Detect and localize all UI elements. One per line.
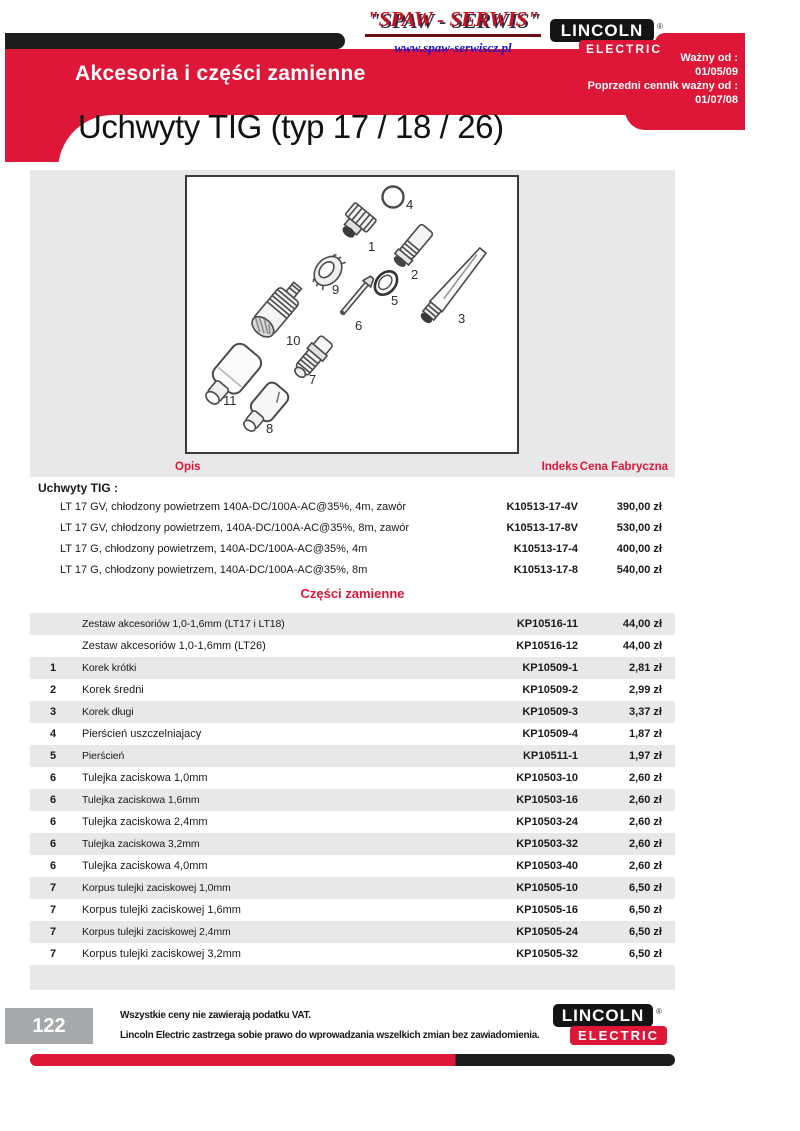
exploded-view-drawing [187,177,517,452]
row-description: Tulejka zaciskowa 3,2mm [82,838,200,850]
previous-pricelist-label: Poprzedni cennik ważny od : [587,80,738,92]
row-part-number: 6 [49,838,57,850]
row-part-number: 7 [49,948,57,960]
row-index: KP10505-32 [516,948,578,960]
spares-table [30,613,675,965]
table-row [30,811,675,833]
row-index: KP10505-24 [516,926,578,938]
row-description: Korek długi [82,706,134,718]
row-index: K10513-17-8 [513,564,578,576]
row-index: KP10503-24 [516,816,578,828]
row-price: 390,00 zł [616,501,662,513]
row-part-number: 6 [49,772,57,784]
supplier-url-link[interactable]: www.spaw-serwiscz.pl [394,40,512,55]
row-description: Pierścień uszczelniajacy [82,728,202,740]
row-index: KP10505-16 [516,904,578,916]
part-medium-cap [390,223,434,271]
part-label-3: 3 [458,311,466,326]
lincoln-logo-top: LINCOLN [550,19,654,42]
table-row [30,701,675,723]
row-index: KP10503-40 [516,860,578,872]
table-row [30,943,675,965]
row-description: Pierścień [82,750,125,762]
table-row [30,518,675,539]
validity-red-box-extension [625,110,745,130]
row-part-number: 7 [49,926,57,938]
row-description: LT 17 GV, chłodzony powietrzem 140A-DC/100A-AC@35%, 4m, zawór [60,501,407,513]
table-row [30,679,675,701]
table-row [30,657,675,679]
row-index: KP10503-32 [516,838,578,850]
table-row [30,635,675,657]
row-price: 2,60 zł [628,794,662,806]
part-label-11: 11 [223,393,237,408]
row-price: 6,50 zł [628,926,662,938]
electric-logo-footer: ELECTRIC [570,1026,667,1045]
page-number-box: 122 [5,1008,93,1044]
valid-from-label: Ważny od : [680,52,738,64]
section-title: Akcesoria i części zamienne [75,62,366,85]
supplier-name: "SPAW - SERWIS" [365,7,541,37]
table-row [30,745,675,767]
row-description: Korek średni [82,684,144,696]
row-description: Korpus tulejki zaciskowej 1,6mm [82,904,241,916]
row-description: Zestaw akcesoriów 1,0-1,6mm (LT26) [82,640,266,652]
row-description: Tulejka zaciskowa 1,6mm [82,794,200,806]
table-row [30,560,675,581]
part-label-5: 5 [391,293,399,308]
row-index: KP10509-1 [522,662,578,674]
part-long-cap [418,245,489,326]
row-description: Tulejka zaciskowa 2,4mm [82,816,208,828]
table-row [30,539,675,560]
top-black-bar [5,33,345,49]
row-description: Korpus tulejki zaciskowej 3,2mm [82,948,241,960]
row-index: K10513-17-4V [506,501,578,513]
table-row [30,723,675,745]
row-index: KP10511-1 [522,750,578,762]
row-part-number: 2 [49,684,57,696]
part-label-10: 10 [286,333,301,348]
group-title-czesci-zamienne: Części zamienne [300,586,405,601]
part-label-6: 6 [355,318,363,333]
row-part-number: 6 [49,794,57,806]
row-price: 6,50 zł [628,904,662,916]
table-row [30,877,675,899]
row-index: K10513-17-8V [506,522,578,534]
row-description: Korek krótki [82,662,137,674]
row-index: KP10503-16 [516,794,578,806]
supplier-logo [362,7,544,56]
row-description: Korpus tulejki zaciskowej 1,0mm [82,882,231,894]
row-description: Zestaw akcesoriów 1,0-1,6mm (LT17 i LT18) [82,618,285,630]
row-index: KP10503-10 [516,772,578,784]
row-description: Tulejka zaciskowa 1,0mm [82,772,208,784]
row-price: 1,97 zł [628,750,662,762]
registered-mark-icon: ® [656,1007,662,1016]
row-description: LT 17 G, chłodzony powietrzem, 140A-DC/100A-AC@35%, 8m [60,564,368,576]
table-row [30,789,675,811]
row-price: 6,50 zł [628,948,662,960]
table-row [30,613,675,635]
lincoln-logo-footer: LINCOLN [553,1004,653,1027]
column-header-opis: Opis [175,461,201,473]
row-price: 2,99 zł [628,684,662,696]
table-row [30,899,675,921]
row-part-number: 3 [49,706,57,718]
table-row [30,497,675,518]
page-title: Uchwyty TIG (typ 17 / 18 / 26) [78,108,504,145]
valid-from-date: 01/05/09 [695,66,738,78]
row-price: 2,60 zł [628,816,662,828]
row-index: K10513-17-4 [513,543,578,555]
row-index: KP10509-4 [522,728,578,740]
electric-logo-top: ELECTRIC [579,40,669,57]
table-row [30,833,675,855]
footer-red-black-bar [30,1054,675,1066]
row-part-number: 7 [49,904,57,916]
row-description: LT 17 G, chłodzony powietrzem, 140A-DC/100A-AC@35%, 4m [60,543,368,555]
row-price: 2,60 zł [628,860,662,872]
row-price: 2,60 zł [628,838,662,850]
parts-diagram [185,175,519,454]
row-part-number: 5 [49,750,57,762]
row-price: 1,87 zł [628,728,662,740]
table-row [30,855,675,877]
row-price: 3,37 zł [628,706,662,718]
part-label-9: 9 [332,282,340,297]
table-row [30,767,675,789]
group-title-uchwyty-tig: Uchwyty TIG : [38,481,119,495]
row-part-number: 6 [49,816,57,828]
row-description: Tulejka zaciskowa 4,0mm [82,860,208,872]
part-torch-body [248,277,308,341]
footer-note-disclaimer: Lincoln Electric zastrzega sobie prawo do wprowadzania wszelkich zmian bez zawiadomienia. [120,1030,540,1041]
row-price: 2,60 zł [628,772,662,784]
part-label-7: 7 [309,372,317,387]
table-row [30,921,675,943]
part-electrode [337,274,376,317]
row-price: 44,00 zł [622,640,662,652]
content-background-bottom [30,965,675,990]
row-part-number: 6 [49,860,57,872]
row-index: KP10516-11 [516,618,578,630]
row-part-number: 4 [49,728,57,740]
row-price: 44,00 zł [622,618,662,630]
row-price: 400,00 zł [616,543,662,555]
row-price: 2,81 zł [628,662,662,674]
row-price: 6,50 zł [628,882,662,894]
footer-note-vat: Wszystkie ceny nie zawierają podatku VAT. [120,1010,311,1021]
row-description: Korpus tulejki zaciskowej 2,4mm [82,926,231,938]
row-index: KP10509-3 [522,706,578,718]
torches-table [30,497,675,581]
row-part-number: 1 [49,662,57,674]
row-index: KP10505-10 [516,882,578,894]
part-label-4: 4 [406,197,414,212]
row-part-number: 7 [49,882,57,894]
column-header-cena: Cena Fabryczna [579,461,668,473]
registered-mark-icon: ® [657,22,663,31]
column-header-indeks: Indeks [541,461,578,473]
part-o-ring [383,187,404,208]
row-description: LT 17 GV, chłodzony powietrzem, 140A-DC/100A-AC@35%, 8m, zawór [60,522,410,534]
row-price: 530,00 zł [616,522,662,534]
part-handle-cap [237,380,291,438]
row-index: KP10516-12 [516,640,578,652]
previous-pricelist-date: 01/07/08 [695,94,738,106]
part-threaded-ring [307,249,350,294]
row-index: KP10509-2 [522,684,578,696]
part-label-8: 8 [266,421,274,436]
part-label-1: 1 [368,239,376,254]
validity-block [420,51,738,107]
part-label-2: 2 [411,267,419,282]
row-price: 540,00 zł [616,564,662,576]
